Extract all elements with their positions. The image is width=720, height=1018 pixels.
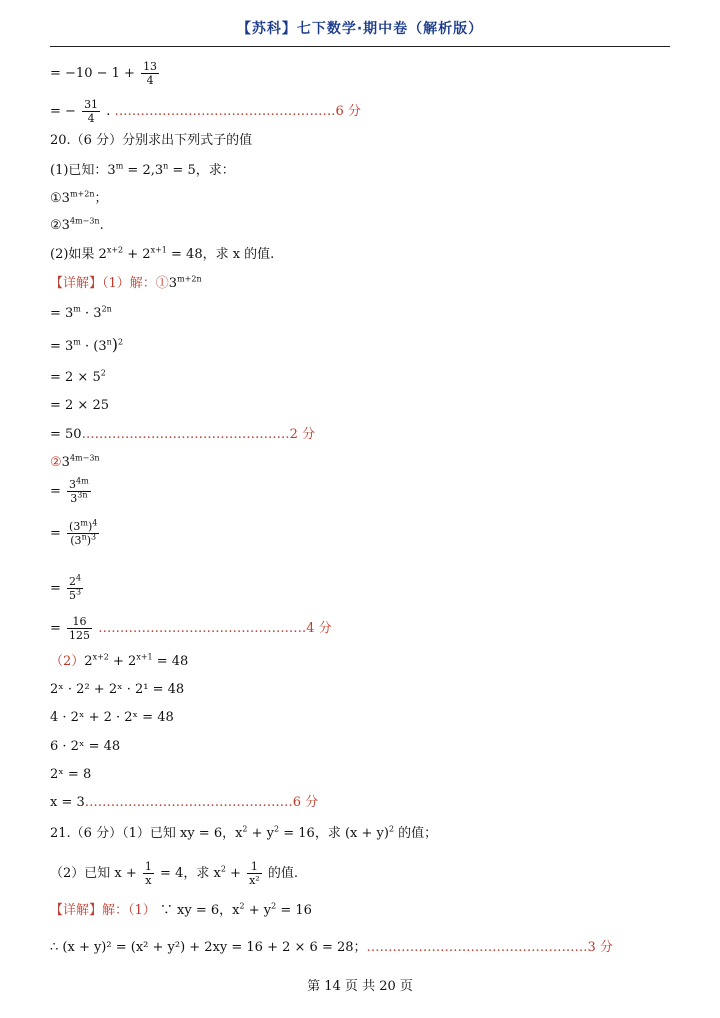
- q21-solution-start: 【详解】解：（1） ∵ xy = 6，$x^2 + y^2 = 16$: [50, 901, 312, 918]
- q20-step4: = 2 × 25: [50, 398, 109, 413]
- q20-step1: = $3^m \cdot 3^{2n}$: [50, 304, 112, 321]
- q20-item2: $②3^{4m-3n}$.: [50, 216, 104, 233]
- q20-frac3: = $\frac{2^4}{5^3}$: [50, 573, 82, 602]
- q20-step3: = $2 \times 5^2$: [50, 368, 106, 385]
- q20-step2: = $3^m \cdot (3^n)^2$: [50, 335, 124, 354]
- q20-part2-solution: $(2)2^{x+2} + 2^{x+1} = 48$: [50, 652, 189, 669]
- fraction-powers: $\frac{3^{4m}}{3^{3n}}$: [69, 476, 89, 505]
- q20-solution-start: 【详解】（1）解：$①3^{m+2n}$: [50, 274, 202, 291]
- q20-part2: (2)如果 $2^{x+2} + 2^{x+1} = 48$，求 x 的值.: [50, 245, 275, 262]
- q20-item1: $①3^{m+2n}$；: [50, 189, 108, 206]
- score-marker: 6 分: [335, 104, 361, 119]
- q20-title: 20.（6 分）分别求出下列式子的值: [50, 133, 253, 148]
- fraction-paren-powers: $\frac{(3^m)^4}{(3^n)^3}$: [69, 518, 98, 547]
- fraction-16-125: $\frac{16}{125}$: [69, 615, 91, 642]
- q20-frac4: = $\frac{16}{125}$ …………………………………………4 分: [50, 615, 332, 642]
- q20-case2: $②3^{4m-3n}$: [50, 453, 100, 470]
- q20-step5: = 50…………………………………………2 分: [50, 427, 315, 442]
- fraction-13-4: $\frac{13}{4}$: [143, 60, 158, 87]
- q21-part2: （2）已知 x + $\frac{1}{x}$ = 4，求 $x^2$ + $\frac{1}{\text{x²}}$ 的值.: [50, 860, 298, 887]
- q20-t5: x = 3…………………………………………6 分: [50, 795, 319, 810]
- calc-line-2: = − $\frac{31}{4}$ . ……………………………………………6 分: [50, 98, 361, 125]
- calc-line-1: = −10 − 1 + $\frac{13}{4}$: [50, 60, 158, 87]
- score-marker: 3 分: [587, 940, 613, 955]
- score-marker: 6 分: [292, 795, 319, 810]
- q20-part1: (1)已知：$3^m = 2,3^n = 5$，求：: [50, 161, 235, 178]
- score-marker: 2 分: [289, 427, 315, 442]
- q20-t2: 4 · 2ˣ + 2 · 2ˣ = 48: [50, 710, 174, 725]
- q21-title: 21.（6 分）（1）已知 xy = 6，$x^2 + y^2 = 16$，求 $(x + y)^2$ 的值；: [50, 824, 438, 841]
- score-marker: 4 分: [306, 621, 332, 636]
- q20-frac1: = $\frac{3^{4m}}{3^{3n}}$: [50, 476, 89, 505]
- page-footer: 第 14 页 共 20 页: [307, 979, 413, 994]
- page-header-title: 【苏科】七下数学·期中卷（解析版）: [236, 21, 484, 37]
- fraction-1-x2: $\frac{1}{\text{x²}}$: [249, 860, 260, 887]
- q21-final-line: ∴ (x + y)² = (x² + y²) + 2xy = 16 + 2 × 6 = 28；……………………………………………3 分: [50, 940, 613, 955]
- q20-t3: 6 · 2ˣ = 48: [50, 739, 121, 754]
- q20-t1: 2ˣ · 2² + 2ˣ · 2¹ = 48: [50, 682, 185, 697]
- header-divider: [50, 46, 670, 47]
- fraction-2-5: $\frac{2^4}{5^3}$: [69, 573, 82, 602]
- fraction-31-4: $\frac{31}{4}$: [84, 98, 99, 125]
- q20-frac2: = $\frac{(3^m)^4}{(3^n)^3}$: [50, 518, 98, 547]
- q20-t4: 2ˣ = 8: [50, 767, 92, 782]
- fraction-1-x: $\frac{1}{x}$: [144, 860, 152, 887]
